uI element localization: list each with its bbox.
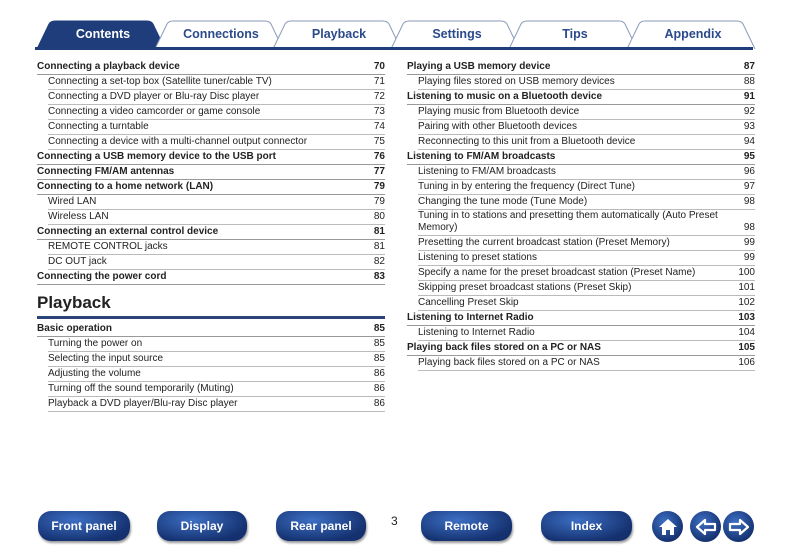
tab-label: Settings [432, 27, 482, 41]
toc-heading-entry[interactable] [37, 225, 385, 240]
toc-heading-entry[interactable] [407, 150, 755, 165]
page-number: 3 [391, 514, 398, 528]
toc-entry-page: 72 [373, 91, 385, 102]
toc-entry[interactable] [418, 326, 755, 341]
tab-connections[interactable] [153, 20, 289, 48]
tab-playback[interactable] [271, 20, 407, 48]
back-button[interactable] [690, 511, 721, 542]
toc-entry-title: Specify a name for the preset broadcast station (Preset Name) [418, 267, 696, 278]
toc-entry-title: DC OUT jack [48, 256, 107, 267]
toc-entry-title: Connecting a DVD player or Blu-ray Disc player [48, 91, 260, 102]
toc-entry-title: Reconnecting to this unit from a Bluetooth device [418, 136, 636, 147]
toc-left-column [37, 60, 385, 412]
toc-entry-page: 103 [738, 312, 755, 323]
arrow-left-icon [695, 518, 717, 536]
rear-panel-button[interactable]: Rear panel [276, 511, 366, 541]
toc-entry-title: Wireless LAN [48, 211, 109, 222]
toc-entry-page: 98 [743, 196, 755, 207]
toc-entry[interactable] [418, 135, 755, 150]
toc-entry[interactable] [48, 210, 385, 225]
toc-entry-page: 75 [373, 136, 385, 147]
toc-entry-page: 92 [743, 106, 755, 117]
toc-entry-page: 102 [738, 297, 755, 308]
toc-heading-entry[interactable] [37, 150, 385, 165]
toc-entry-page: 81 [373, 241, 385, 252]
toc-entry-page: 95 [743, 151, 755, 162]
toc-entry-title: Playing files stored on USB memory devices [418, 76, 615, 87]
toc-entry[interactable] [418, 210, 755, 236]
toc-entry-title: Connecting the power cord [37, 271, 167, 282]
toc-entry-page: 83 [373, 271, 385, 282]
toc-entry-title: Tuning in by entering the frequency (Direct Tune) [418, 181, 635, 192]
toc-entry[interactable] [48, 397, 385, 412]
toc-entry-title: Connecting a device with a multi-channel output connector [48, 136, 308, 147]
toc-entry-title: Presetting the current broadcast station (Preset Memory) [418, 237, 670, 248]
toc-entry[interactable] [418, 105, 755, 120]
toc-entry[interactable] [48, 105, 385, 120]
toc-entry-page: 94 [743, 136, 755, 147]
toc-entry-page: 81 [373, 226, 385, 237]
toc-entry-page: 82 [373, 256, 385, 267]
toc-entry-title: Connecting a USB memory device to the USB port [37, 151, 276, 162]
tab-label: Contents [75, 27, 131, 41]
toc-entry[interactable] [48, 195, 385, 210]
toc-entry[interactable] [48, 337, 385, 352]
toc-heading-entry[interactable] [37, 60, 385, 75]
toc-entry-title: Wired LAN [48, 196, 97, 207]
toc-heading-entry[interactable] [37, 180, 385, 195]
toc-entry-page: 97 [743, 181, 755, 192]
toc-entry-title: Connecting an external control device [37, 226, 219, 237]
toc-entry-title: Playing back files stored on a PC or NAS [407, 342, 601, 353]
toc-entry-page: 93 [743, 121, 755, 132]
toc-entry-title: Pairing with other Bluetooth devices [418, 121, 577, 132]
toc-entry-title: Listening to music on a Bluetooth device [407, 91, 603, 102]
toc-heading-entry[interactable] [37, 322, 385, 337]
toc-entry-page: 100 [738, 267, 755, 278]
toc-entry-page: 105 [738, 342, 755, 353]
toc-entry-page: 74 [373, 121, 385, 132]
toc-entry-title: Selecting the input source [48, 353, 164, 364]
toc-entry-title: Playing back files stored on a PC or NAS [418, 357, 600, 368]
remote-button[interactable]: Remote [421, 511, 512, 541]
toc-entry-page: 101 [738, 282, 755, 293]
toc-entry-page: 73 [373, 106, 385, 117]
toc-entry-page: 85 [373, 323, 385, 334]
toc-entry-page: 91 [743, 91, 755, 102]
toc-heading-entry[interactable] [407, 60, 755, 75]
toc-entry[interactable] [418, 251, 755, 266]
toc-entry-title: Cancelling Preset Skip [418, 297, 519, 308]
toc-entry-page: 86 [373, 398, 385, 409]
toc-entry[interactable] [48, 120, 385, 135]
home-button[interactable] [652, 511, 683, 542]
toc-entry-page: 106 [738, 357, 755, 368]
toc-entry-title: Connecting FM/AM antennas [37, 166, 175, 177]
toc-entry-page: 99 [743, 237, 755, 248]
toc-heading-entry[interactable] [407, 90, 755, 105]
display-button[interactable]: Display [157, 511, 247, 541]
tab-contents[interactable] [35, 20, 171, 48]
toc-entry-page: 77 [373, 166, 385, 177]
toc-entry[interactable] [418, 236, 755, 251]
toc-entry-title: Connecting a video camcorder or game console [48, 106, 261, 117]
toc-entry-title: Listening to Internet Radio [407, 312, 534, 323]
toc-entry-title: Listening to FM/AM broadcasts [407, 151, 556, 162]
toc-entry-title: Playing music from Bluetooth device [418, 106, 580, 117]
toc-entry-title: Connecting a turntable [48, 121, 149, 132]
toc-entry-title: Skipping preset broadcast stations (Preset Skip) [418, 282, 632, 293]
toc-heading-entry[interactable] [37, 270, 385, 285]
toc-entry-title: Changing the tune mode (Tune Mode) [418, 196, 588, 207]
toc-entry-page: 79 [373, 196, 385, 207]
toc-entry-page: 80 [373, 211, 385, 222]
home-icon [658, 517, 678, 537]
toc-entry[interactable] [48, 352, 385, 367]
arrow-right-icon [728, 518, 750, 536]
toc-entry[interactable] [418, 296, 755, 311]
front-panel-button[interactable]: Front panel [38, 511, 130, 541]
toc-entry-title: Playing a USB memory device [407, 61, 551, 72]
toc-right-column [407, 60, 755, 371]
tab-settings[interactable] [389, 20, 525, 48]
toc-entry-page: 76 [373, 151, 385, 162]
tab-label: Connections [183, 27, 259, 41]
toc-entry-title: Adjusting the volume [48, 368, 141, 379]
toc-entry[interactable] [418, 180, 755, 195]
toc-entry[interactable] [48, 90, 385, 105]
toc-entry[interactable] [418, 281, 755, 296]
toc-entry[interactable] [48, 75, 385, 90]
toc-heading-entry[interactable] [407, 311, 755, 326]
toc-entry[interactable] [48, 255, 385, 270]
toc-entry[interactable] [418, 195, 755, 210]
toc-entry-page: 85 [373, 338, 385, 349]
tab-underline [35, 47, 753, 50]
toc-entry-page: 70 [373, 61, 385, 72]
toc-entry-page: 86 [373, 368, 385, 379]
index-button[interactable]: Index [541, 511, 632, 541]
toc-entry-page: 96 [743, 166, 755, 177]
toc-entry-title: Playback a DVD player/Blu-ray Disc player [48, 398, 238, 409]
tab-appendix[interactable] [625, 20, 761, 48]
forward-button[interactable] [723, 511, 754, 542]
toc-entry-page: 88 [743, 76, 755, 87]
toc-entry-title: Turning off the sound temporarily (Muting) [48, 383, 234, 394]
tab-label: Appendix [664, 27, 722, 41]
tab-tips[interactable] [507, 20, 643, 48]
toc-entry-page: 79 [373, 181, 385, 192]
toc-heading-entry[interactable] [37, 165, 385, 180]
toc-entry-title: Listening to preset stations [418, 252, 537, 263]
toc-entry-page: 87 [743, 61, 755, 72]
tab-label: Playback [311, 27, 367, 41]
toc-entry-title: Tuning in to stations and presetting them automatically (Auto Preset Memory) [418, 210, 718, 233]
toc-entry-title: REMOTE CONTROL jacks [48, 241, 168, 252]
tab-label: Tips [562, 27, 588, 41]
toc-entry[interactable] [48, 382, 385, 397]
toc-entry-title: Listening to FM/AM broadcasts [418, 166, 556, 177]
toc-entry[interactable] [418, 356, 755, 371]
toc-entry[interactable] [48, 135, 385, 150]
toc-entry-page: 104 [738, 327, 755, 338]
toc-entry[interactable] [418, 120, 755, 135]
toc-entry-title: Connecting to a home network (LAN) [37, 181, 214, 192]
toc-entry[interactable] [418, 266, 755, 281]
toc-entry-title: Connecting a playback device [37, 61, 180, 72]
toc-entry[interactable] [418, 165, 755, 180]
toc-entry-title: Listening to Internet Radio [418, 327, 535, 338]
toc-entry[interactable] [48, 367, 385, 382]
toc-entry-title: Turning the power on [48, 338, 143, 349]
toc-entry-title: Basic operation [37, 323, 113, 334]
tab-bar [35, 18, 753, 50]
toc-heading-entry[interactable] [407, 341, 755, 356]
toc-entry-page: 98 [743, 222, 755, 233]
toc-entry-page: 86 [373, 383, 385, 394]
toc-entry[interactable] [418, 75, 755, 90]
toc-entry[interactable] [48, 240, 385, 255]
toc-entry-page: 85 [373, 353, 385, 364]
toc-entry-title: Connecting a set-top box (Satellite tuner/cable TV) [48, 76, 272, 87]
toc-entry-page: 71 [373, 76, 385, 87]
section-heading-playback: Playback [37, 293, 385, 319]
toc-entry-page: 99 [743, 252, 755, 263]
